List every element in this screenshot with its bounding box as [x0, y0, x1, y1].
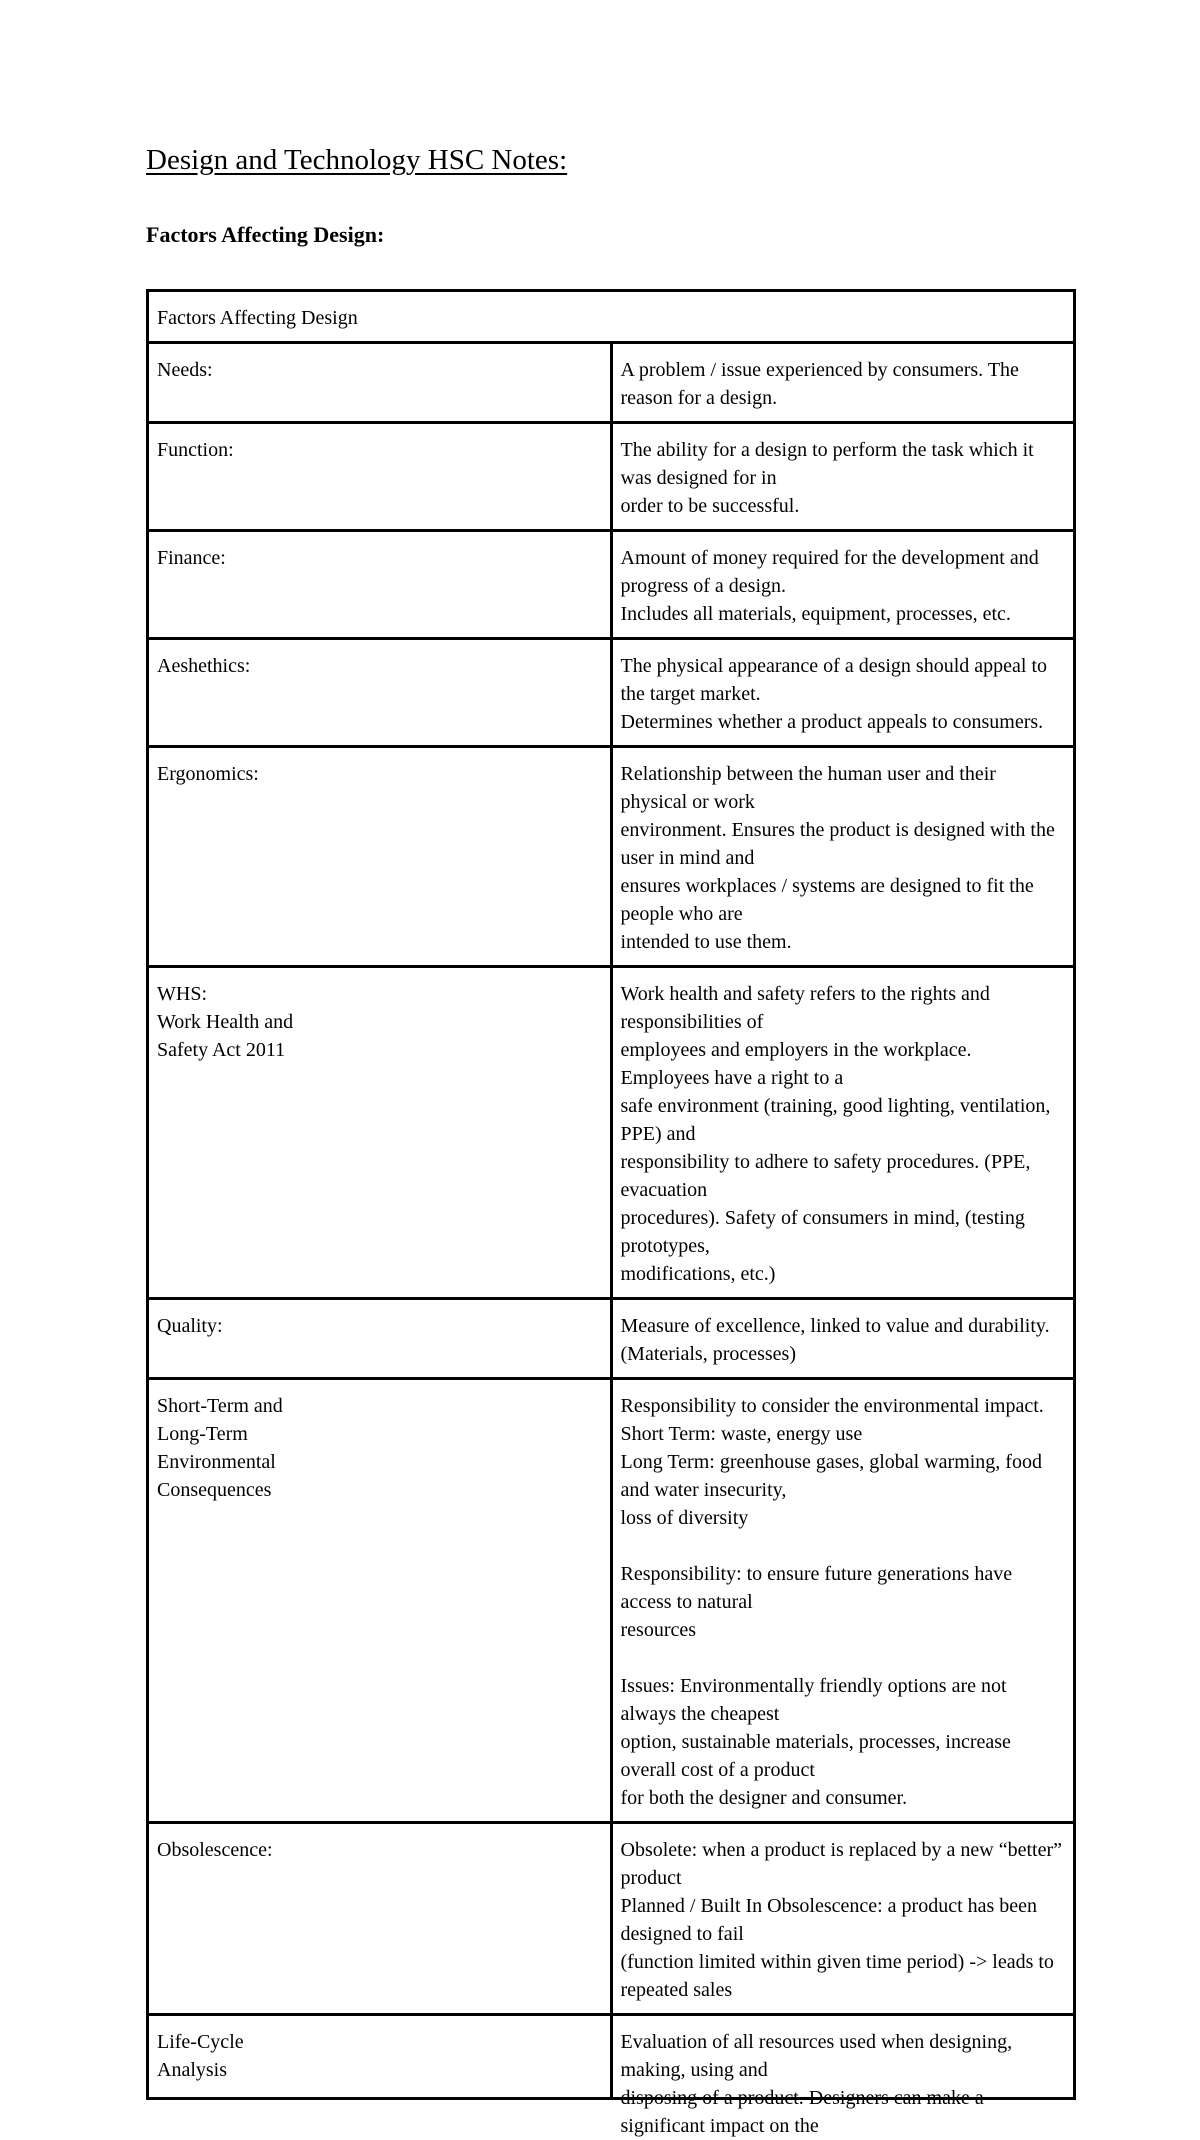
table-row — [148, 747, 1075, 967]
table-row — [148, 531, 1075, 639]
factor-label: WHS: Work Health and Safety Act 2011 — [148, 967, 612, 1299]
factor-description: Relationship between the human user and their physical or work environment. Ensures the product is designed with the user in mind and ensures workplaces / systems are designed to fit the people who are intended to use them. — [611, 747, 1075, 967]
page-title: Design and Technology HSC Notes: — [146, 144, 568, 176]
factor-description: Measure of excellence, linked to value and durability. (Materials, processes) — [611, 1299, 1075, 1379]
table-row — [148, 1299, 1075, 1379]
table-row — [148, 423, 1075, 531]
table-header-row — [148, 291, 1075, 343]
factor-description: Amount of money required for the development and progress of a design. Includes all materials, equipment, processes, etc. — [611, 531, 1075, 639]
factor-label: Ergonomics: — [148, 747, 612, 967]
factor-label: Aeshethics: — [148, 639, 612, 747]
factor-description: Obsolete: when a product is replaced by a new “better” product Planned / Built In Obsolescence: a product has been designed to fail (function limited within given time period) -> leads to repeated sales — [611, 1823, 1075, 2015]
table-header-cell: Factors Affecting Design — [148, 291, 1075, 343]
factors-table — [146, 289, 1076, 2137]
factor-label: Quality: — [148, 1299, 612, 1379]
factor-description: Work health and safety refers to the rights and responsibilities of employees and employers in the workplace. Employees have a right to a safe environment (training, good lighting, ventilation, PPE) and responsibility to adhere to safety procedures. (PPE, evacuation procedures). Safety of consumers in mind, (testing prototypes, modifications, etc.) — [611, 967, 1075, 1299]
factor-description: The ability for a design to perform the task which it was designed for in order to be successful. — [611, 423, 1075, 531]
factor-description: A problem / issue experienced by consumers. The reason for a design. — [611, 343, 1075, 423]
factor-label: Life-Cycle Analysis — [157, 2031, 244, 2081]
factor-label: Function: — [148, 423, 612, 531]
factor-label: Needs: — [148, 343, 612, 423]
factor-description: The physical appearance of a design should appeal to the target market. Determines whether a product appeals to consumers. — [611, 639, 1075, 747]
table-row — [148, 1379, 1075, 1823]
factor-description: Evaluation of all resources used when designing, making, using and disposing of a product. Designers can make a significant impact on the — [620, 2031, 1013, 2137]
table-row — [148, 967, 1075, 1299]
factor-label: Finance: — [148, 531, 612, 639]
table-row — [148, 1823, 1075, 2015]
factor-description: Responsibility to consider the environmental impact. Short Term: waste, energy use Long Term: greenhouse gases, global warming, food and water insecurity, loss of diversity Responsibility: to ensure future generations have access to natural resources Issues: Environmentally friendly options are not always the cheapest option, sustainable materials, processes, increase overall cost of a product for both the designer and consumer. — [611, 1379, 1075, 1823]
table-row — [148, 2015, 1075, 2099]
table-row — [148, 639, 1075, 747]
factor-label: Obsolescence: — [148, 1823, 612, 2015]
section-heading: Factors Affecting Design: — [146, 222, 385, 247]
table-row — [148, 343, 1075, 423]
factor-label: Short-Term and Long-Term Environmental Consequences — [148, 1379, 612, 1823]
